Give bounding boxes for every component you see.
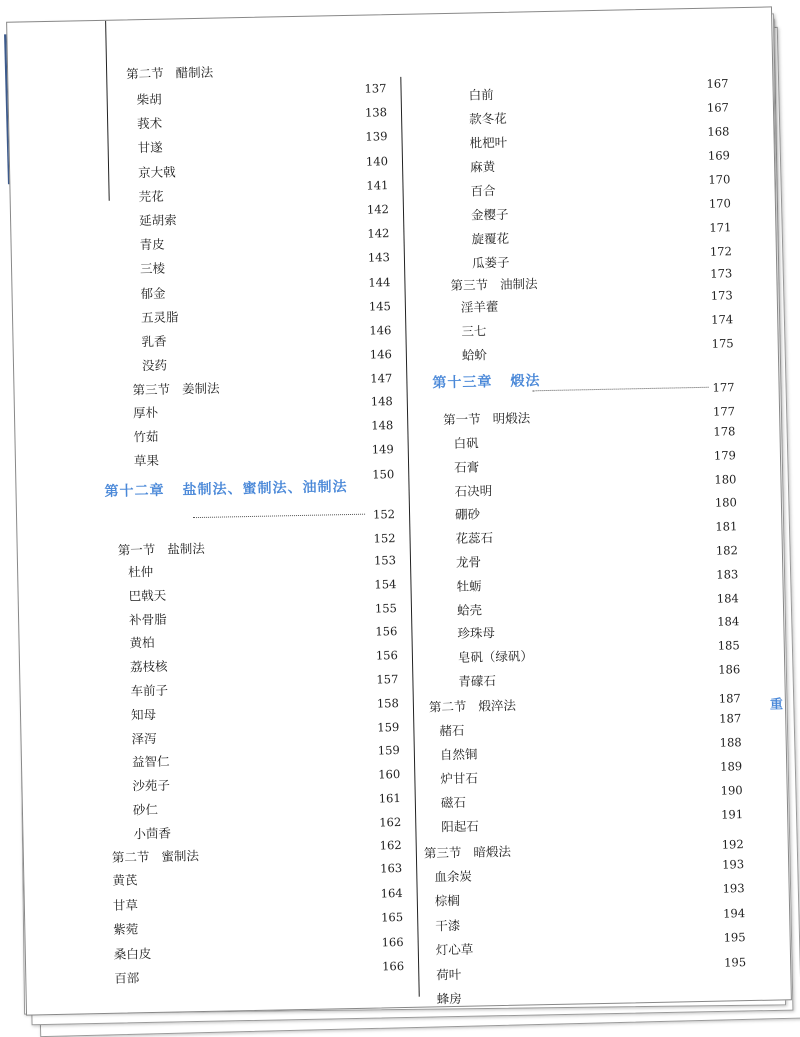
page-number: 177 bbox=[712, 404, 736, 419]
toc-entry-name: 乳香 bbox=[141, 333, 167, 350]
page-number: 153 bbox=[373, 553, 397, 568]
toc-entry-name: 厚朴 bbox=[132, 404, 159, 421]
page-number: 157 bbox=[376, 672, 399, 687]
chapter-heading: 第十二章 盐制法、蜜制法、油制法 bbox=[104, 479, 348, 500]
page-number: 165 bbox=[381, 910, 404, 925]
page-number: 173 bbox=[710, 266, 733, 281]
page-number: 162 bbox=[379, 838, 402, 853]
toc-entry-name: 炉甘石 bbox=[440, 770, 479, 787]
section-heading: 第三节 油制法 bbox=[450, 276, 538, 293]
page-number: 161 bbox=[378, 791, 401, 806]
page-number: 163 bbox=[380, 861, 403, 876]
toc-entry-name: 车前子 bbox=[130, 682, 169, 699]
toc-entry-name: 蛤壳 bbox=[456, 601, 483, 618]
page-number: 166 bbox=[381, 958, 405, 974]
page-number: 171 bbox=[709, 220, 732, 235]
chapter-heading: 第十三章 煅法 bbox=[432, 373, 541, 392]
page-number: 177 bbox=[712, 380, 735, 395]
page-number: 150 bbox=[372, 467, 395, 482]
page-number: 190 bbox=[720, 783, 743, 798]
toc-entry-name: 磁石 bbox=[440, 794, 467, 811]
toc-entry-name: 血余炭 bbox=[434, 868, 473, 885]
page-number: 193 bbox=[722, 857, 745, 872]
leader-dots bbox=[533, 387, 709, 392]
page-number: 167 bbox=[706, 76, 729, 91]
page-number: 173 bbox=[710, 288, 733, 303]
page-number: 186 bbox=[718, 662, 741, 677]
page-number: 187 bbox=[719, 711, 742, 726]
page-number: 142 bbox=[367, 226, 390, 241]
page-number: 180 bbox=[714, 471, 737, 487]
toc-entry-name: 花蕊石 bbox=[455, 530, 494, 547]
page-number: 138 bbox=[364, 105, 388, 120]
toc-entry-name: 巴戟天 bbox=[128, 587, 167, 604]
toc-entry-name: 郁金 bbox=[140, 285, 166, 301]
page-number: 160 bbox=[378, 767, 401, 782]
toc-entry-name: 京大戟 bbox=[137, 164, 176, 180]
toc-entry-name: 灯心草 bbox=[435, 941, 474, 958]
toc-entry-name: 蜂房 bbox=[436, 990, 462, 1007]
toc-entry-name: 阳起石 bbox=[441, 818, 480, 835]
toc-entry-name: 百部 bbox=[114, 970, 140, 986]
toc-entry-name: 赭石 bbox=[439, 722, 465, 739]
page-number: 191 bbox=[721, 807, 744, 822]
toc-entry-name: 款冬花 bbox=[468, 110, 507, 127]
section-heading: 第二节 煅淬法 bbox=[428, 697, 517, 715]
left-margin-line bbox=[105, 21, 110, 201]
page-number: 169 bbox=[707, 148, 731, 163]
page-number: 137 bbox=[364, 81, 387, 96]
page-number: 168 bbox=[707, 124, 730, 139]
page-number: 179 bbox=[713, 448, 737, 463]
toc-entry-name: 干漆 bbox=[435, 917, 461, 934]
page-number: 175 bbox=[711, 336, 734, 351]
page-number: 144 bbox=[368, 274, 391, 290]
page-number: 192 bbox=[721, 837, 744, 852]
toc-entry-name: 珍珠母 bbox=[457, 625, 496, 642]
toc-entry-name: 牡蛎 bbox=[456, 578, 482, 594]
toc-entry-name: 淫羊藿 bbox=[460, 298, 499, 315]
page-number: 195 bbox=[723, 930, 746, 945]
page-number: 155 bbox=[374, 600, 398, 616]
toc-entry-name: 硼砂 bbox=[454, 506, 481, 523]
page-number: 172 bbox=[709, 244, 732, 259]
page-number: 174 bbox=[711, 312, 734, 327]
column-divider bbox=[400, 77, 419, 997]
page-number: 158 bbox=[376, 695, 399, 711]
toc-entry-name: 桑白皮 bbox=[113, 945, 152, 962]
page-number: 170 bbox=[708, 172, 731, 187]
section-heading: 第三节 暗煅法 bbox=[423, 843, 512, 861]
toc-entry-name: 竹茹 bbox=[133, 428, 159, 445]
toc-entry-name: 三七 bbox=[461, 323, 487, 339]
page-number: 164 bbox=[380, 885, 403, 900]
page-number: 194 bbox=[723, 905, 746, 921]
toc-entry-name: 石膏 bbox=[453, 459, 480, 475]
page-number: 140 bbox=[365, 153, 389, 169]
edge-glyph: 重 bbox=[769, 697, 784, 713]
toc-entry-name: 小茴香 bbox=[133, 825, 172, 842]
page-number: 183 bbox=[716, 567, 739, 582]
toc-entry-name: 益智仁 bbox=[131, 754, 170, 770]
page-number: 154 bbox=[374, 576, 397, 592]
toc-entry-name: 荔枝核 bbox=[129, 658, 168, 675]
toc-entry-name: 柴胡 bbox=[136, 91, 162, 108]
page-number: 148 bbox=[371, 418, 394, 433]
toc-entry-name: 瓜蒌子 bbox=[471, 254, 510, 271]
toc-entry-name: 金樱子 bbox=[470, 206, 509, 223]
page-number: 143 bbox=[367, 250, 391, 265]
page-number: 162 bbox=[379, 814, 402, 830]
toc-entry-name: 棕榈 bbox=[434, 893, 461, 909]
page-number: 156 bbox=[375, 648, 398, 663]
toc-entry-name: 甘草 bbox=[112, 896, 139, 913]
page-number: 159 bbox=[377, 719, 400, 735]
page-number: 146 bbox=[369, 323, 392, 338]
toc-entry-name: 五灵脂 bbox=[140, 309, 179, 325]
page-number: 187 bbox=[718, 691, 741, 706]
toc-entry-name: 补骨脂 bbox=[128, 611, 167, 628]
toc-entry-name: 自然铜 bbox=[439, 746, 478, 763]
page-number: 170 bbox=[708, 196, 731, 211]
section-heading: 第一节 盐制法 bbox=[117, 540, 205, 558]
page-number: 149 bbox=[371, 442, 394, 457]
page-number: 148 bbox=[370, 394, 393, 409]
toc-entry-name: 荷叶 bbox=[436, 966, 462, 982]
page-number: 181 bbox=[715, 519, 738, 534]
toc-entry-name: 泽泻 bbox=[131, 730, 157, 747]
toc-entry-name: 杜仲 bbox=[128, 563, 154, 580]
page-number: 145 bbox=[368, 298, 391, 314]
toc-entry-name: 芫花 bbox=[138, 188, 164, 204]
toc-entry-name: 草果 bbox=[133, 452, 160, 469]
entry-list bbox=[387, 8, 767, 271]
left-column bbox=[7, 16, 405, 986]
toc-entry-name: 知母 bbox=[130, 706, 157, 723]
page-number: 182 bbox=[715, 543, 738, 558]
toc-entry-name: 甘遂 bbox=[137, 140, 163, 156]
toc-entry-name: 沙苑子 bbox=[132, 777, 171, 794]
toc-entry-name: 黄柏 bbox=[129, 635, 155, 651]
page-number: 184 bbox=[716, 590, 739, 606]
toc-entry-name: 黄芪 bbox=[112, 872, 138, 888]
page-number: 167 bbox=[706, 100, 730, 115]
toc-entry-name: 莪术 bbox=[137, 115, 163, 132]
toc-page bbox=[6, 6, 792, 1015]
page-number: 188 bbox=[719, 735, 742, 750]
toc-entry-name: 砂仁 bbox=[132, 801, 159, 818]
toc-entry-name: 青礞石 bbox=[458, 673, 497, 689]
page-number: 189 bbox=[720, 759, 743, 774]
toc-entry-name: 白矾 bbox=[453, 435, 479, 451]
page-number: 166 bbox=[381, 934, 404, 949]
toc-entry-name: 没药 bbox=[141, 357, 168, 374]
page-number: 159 bbox=[377, 743, 400, 758]
toc-entry-name: 麻黄 bbox=[469, 159, 496, 175]
page-number: 152 bbox=[372, 507, 396, 522]
page-number: 180 bbox=[714, 495, 737, 511]
page-number: 142 bbox=[366, 202, 390, 217]
page-number: 139 bbox=[365, 129, 388, 144]
page-number: 184 bbox=[717, 614, 740, 630]
page-number: 141 bbox=[366, 177, 389, 193]
toc-entry-name: 延胡索 bbox=[138, 212, 177, 229]
page-number: 178 bbox=[713, 424, 736, 439]
page-number: 146 bbox=[369, 347, 392, 362]
leader-dots bbox=[193, 514, 365, 518]
toc-entry-name: 旋覆花 bbox=[471, 230, 510, 247]
toc-entry-name: 紫菀 bbox=[113, 921, 139, 937]
toc-entry-name: 龙骨 bbox=[455, 554, 482, 570]
page-number: 156 bbox=[375, 624, 398, 639]
toc-entry-name: 青皮 bbox=[139, 236, 165, 253]
toc-entry-name: 皂矾（绿矾） bbox=[457, 648, 534, 666]
section-heading: 第三节 姜制法 bbox=[132, 380, 220, 398]
toc-entry-name: 三棱 bbox=[139, 261, 166, 277]
toc-entry-name: 枇杷叶 bbox=[469, 134, 508, 151]
section-heading: 第二节 蜜制法 bbox=[111, 848, 200, 865]
page-number: 193 bbox=[722, 881, 745, 896]
toc-entry-name: 蛤蚧 bbox=[461, 347, 488, 363]
page-number: 152 bbox=[373, 531, 396, 546]
toc-entry-name: 百合 bbox=[470, 182, 496, 199]
toc-entry-name: 石决明 bbox=[454, 482, 493, 499]
page-number: 195 bbox=[723, 954, 747, 970]
page-number: 185 bbox=[717, 638, 740, 653]
section-heading: 第二节 醋制法 bbox=[126, 64, 214, 82]
section-heading: 第一节 明煅法 bbox=[443, 410, 531, 428]
page-number: 147 bbox=[370, 371, 393, 386]
toc-entry-name: 白前 bbox=[468, 87, 494, 103]
